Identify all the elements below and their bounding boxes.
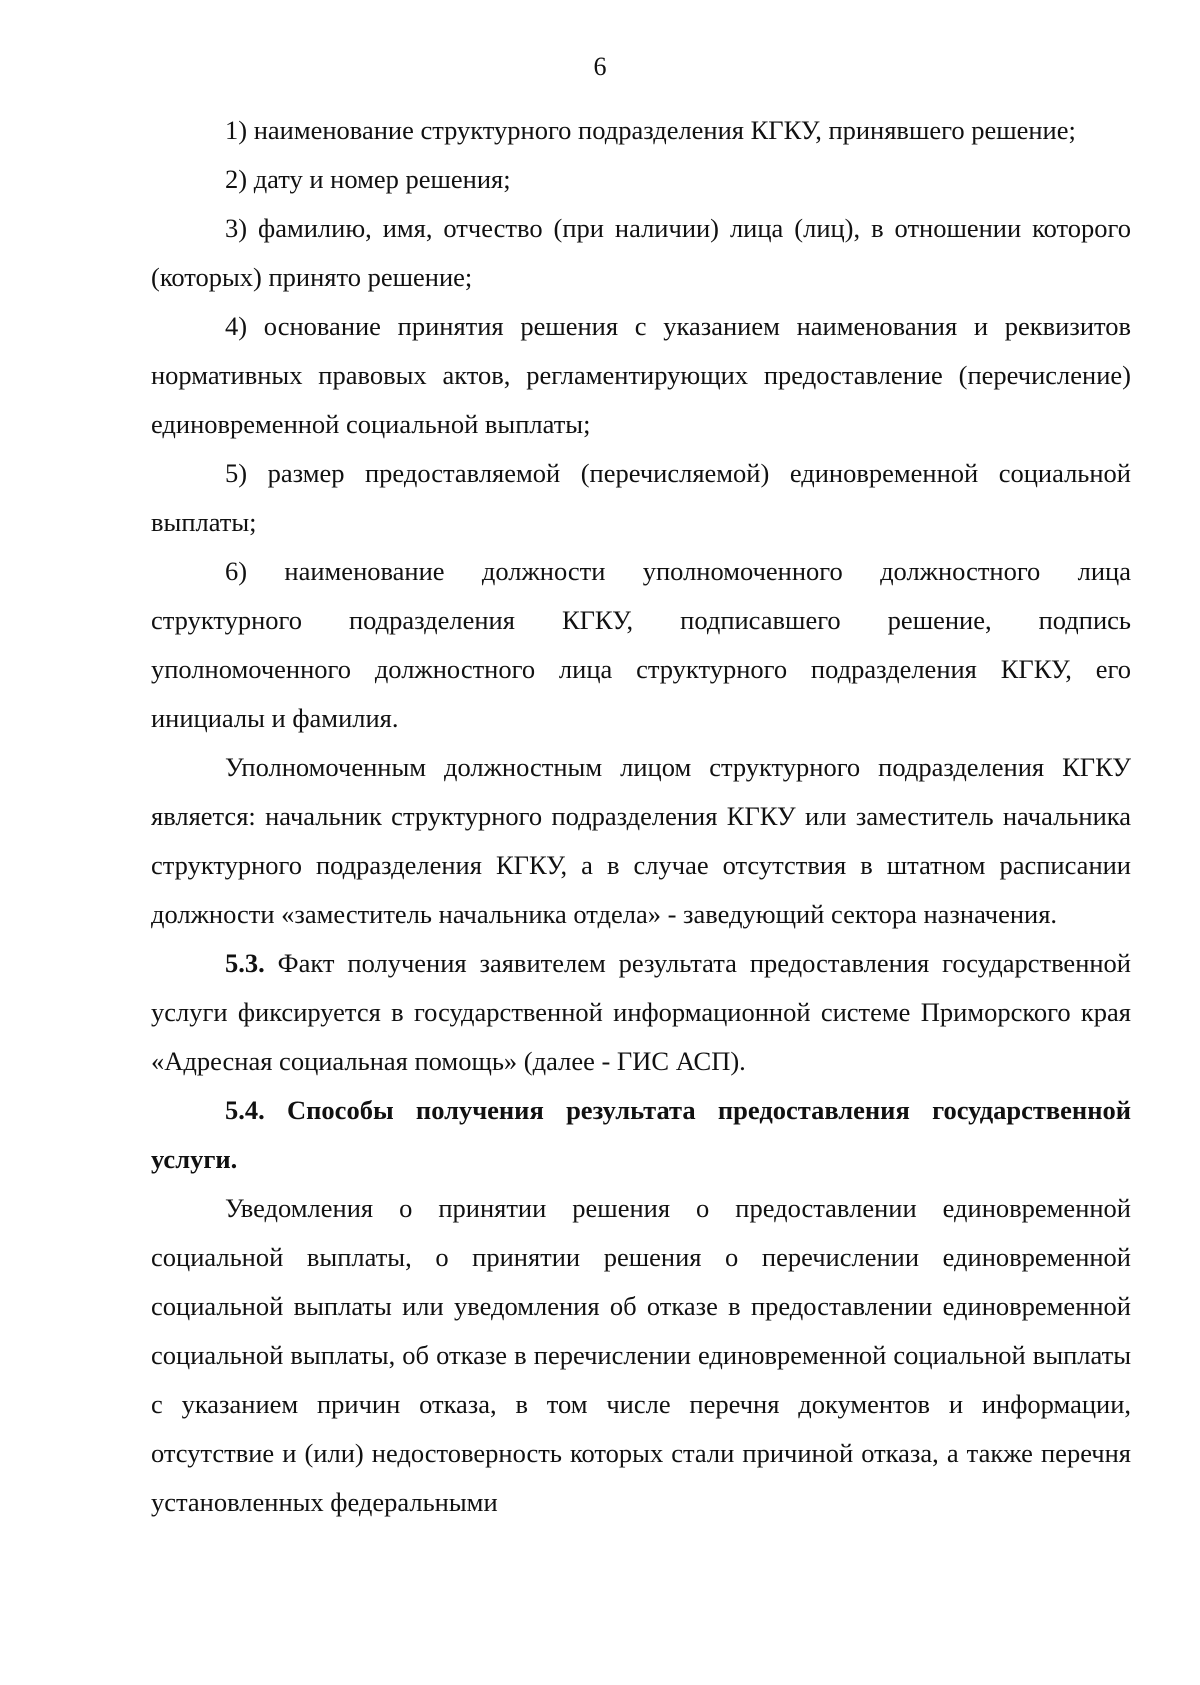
page-number: 6: [593, 52, 607, 81]
section-5-3-text: Факт получения заявителем результата предоставления государственной услуги фиксируется в государственной информационной системе Приморского края «Адресная социальная помощь» (далее - ГИС АСП).: [151, 948, 1131, 1076]
list-item-5: 5) размер предоставляемой (перечисляемой) единовременной социальной выплаты;: [151, 458, 1131, 537]
document-body: [151, 106, 1131, 1527]
list-item-1: 1) наименование структурного подразделения КГКУ, принявшего решение;: [225, 115, 1076, 145]
list-item-4: 4) основание принятия решения с указанием наименования и реквизитов нормативных правовых актов, регламентирующих предоставление (перечисление) единовременной социальной выплаты;: [151, 311, 1131, 439]
list-item-2: 2) дату и номер решения;: [225, 164, 511, 194]
section-5-3-paragraph: [151, 939, 1131, 1086]
list-item-3: 3) фамилию, имя, отчество (при наличии) лица (лиц), в отношении которого (которых) принято решение;: [151, 213, 1131, 292]
section-5-4-text: Уведомления о принятии решения о предоставлении единовременной социальной выплаты, о принятии решения о перечислении единовременной социальной выплаты или уведомления об отказе в предоставлении единовременной социальной выплаты, об отказе в перечислении единовременной социальной выплаты с указанием причин отказа, в том числе перечня документов и информации, отсутствие и (или) недостоверность которых стали причиной отказа, а также перечня установленных федеральными: [151, 1193, 1131, 1517]
list-item-6: 6) наименование должности уполномоченного должностного лица структурного подразделения КГКУ, подписавшего решение, подпись уполномоченного должностного лица структурного подразделения КГКУ, его инициалы и фамилия.: [151, 556, 1131, 733]
section-5-3-number: 5.3.: [225, 948, 265, 978]
authorized-official-paragraph: Уполномоченным должностным лицом структурного подразделения КГКУ является: начальник структурного подразделения КГКУ или заместитель начальника структурного подразделения КГКУ, а в случае отсутствия в штатном расписании должности «заместитель начальника отдела» - заведующий сектора назначения.: [151, 752, 1131, 929]
section-5-4-heading: 5.4. Способы получения результата предоставления государственной услуги.: [151, 1095, 1131, 1174]
